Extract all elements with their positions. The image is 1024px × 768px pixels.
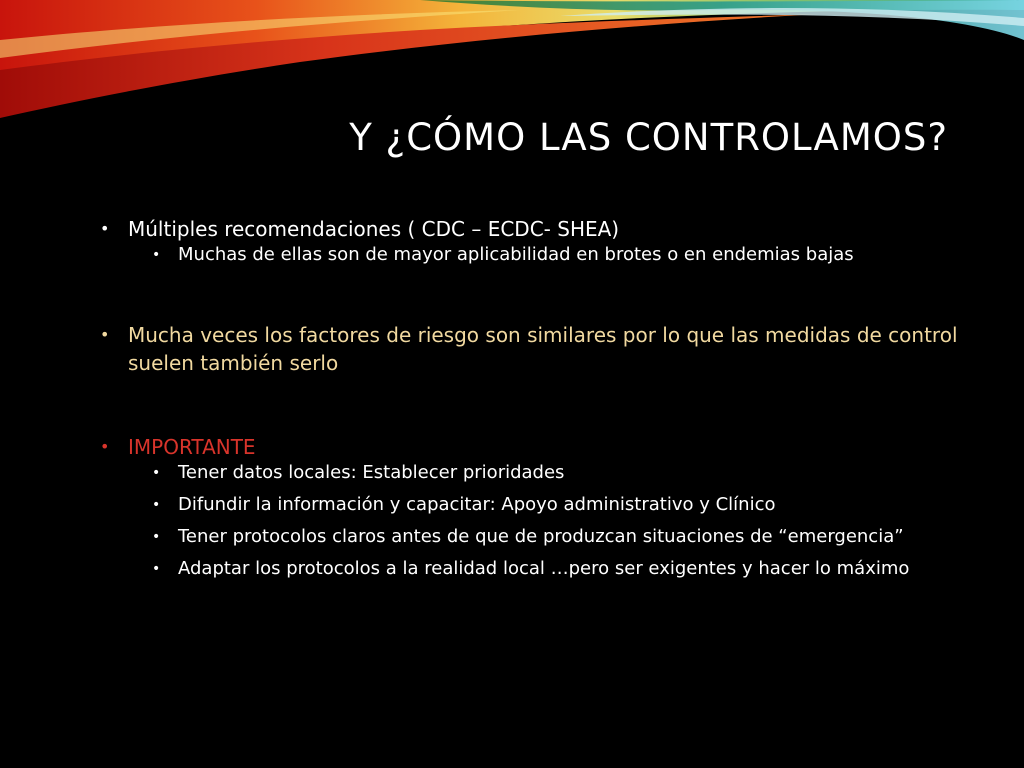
sub-bullet-text: Tener protocolos claros antes de que de produzcan situaciones de “emergencia”	[178, 526, 904, 547]
bullet-icon: •	[100, 437, 110, 456]
bullet-point-text: Múltiples recomendaciones ( CDC – ECDC- SHEA)	[128, 217, 620, 241]
sub-bullet-text: Tener datos locales: Establecer prioridades	[178, 462, 565, 483]
bullet-point-3	[98, 433, 958, 461]
bullet-point-1	[98, 215, 958, 243]
bullet-point-text: Mucha veces los factores de riesgo son similares por lo que las medidas de control suelen también serlo	[128, 323, 958, 375]
sub-bullet-text: Adaptar los protocolos a la realidad local …pero ser exigentes y hacer lo máximo	[178, 558, 910, 579]
bullet-list	[98, 215, 958, 581]
sub-bullet-3-2	[98, 493, 958, 517]
sub-bullet-text: Difundir la información y capacitar: Apoyo administrativo y Clínico	[178, 494, 776, 515]
decorative-wave-banner	[0, 0, 1024, 130]
sub-bullet-3-4	[98, 557, 958, 581]
sub-bullet-3-1	[98, 461, 958, 485]
sub-bullet-1-1	[98, 243, 958, 267]
bullet-point-2	[98, 321, 958, 377]
bullet-icon: •	[152, 247, 161, 263]
bullet-icon: •	[152, 497, 161, 513]
sub-bullet-3-3	[98, 525, 958, 549]
bullet-point-text: IMPORTANTE	[128, 435, 256, 459]
bullet-icon: •	[100, 219, 110, 238]
slide-title: Y ¿CÓMO LAS CONTROLAMOS?	[349, 116, 948, 159]
bullet-icon: •	[152, 561, 161, 577]
bullet-icon: •	[152, 529, 161, 545]
bullet-icon: •	[100, 325, 110, 344]
sub-bullet-text: Muchas de ellas son de mayor aplicabilidad en brotes o en endemias bajas	[178, 244, 854, 265]
bullet-icon: •	[152, 465, 161, 481]
